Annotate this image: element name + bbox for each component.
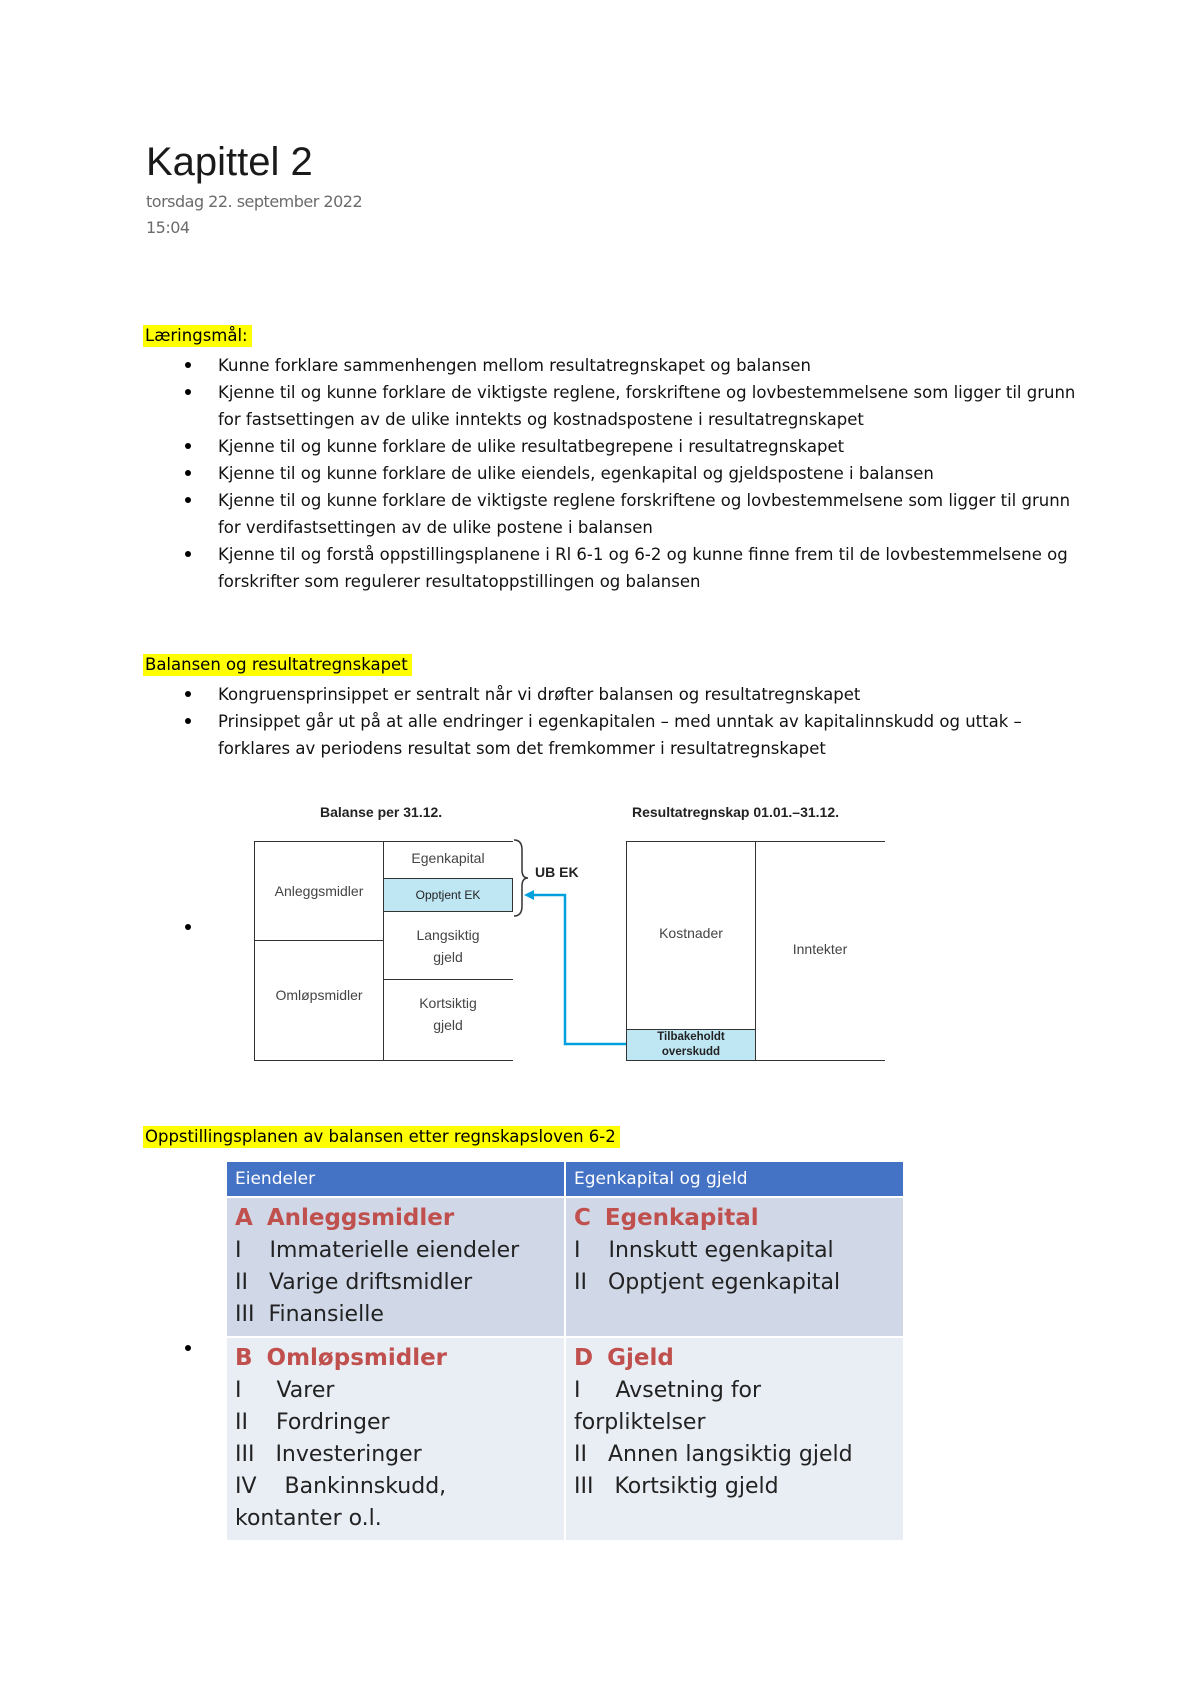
list-item: Kjenne til og forstå oppstillingsplanene i Rl 6-1 og 6-2 og kunne finne frem til de lovbestemmelsene og forskrifter som regulerer resultatoppstillingen og balansen: [185, 541, 1085, 595]
kortsiktig-label-2: gjeld: [433, 1017, 463, 1033]
section-title: Egenkapital: [604, 1205, 759, 1231]
section-letter: B: [235, 1345, 253, 1371]
assets-column: [254, 841, 384, 1061]
table-cell-anleggsmidler: [227, 1198, 564, 1336]
table-header-egenkapital: Egenkapital og gjeld: [566, 1162, 903, 1196]
list-item: Kjenne til og kunne forklare de ulike resultatbegrepene i resultatregnskapet: [185, 433, 1085, 460]
egenkapital-label: Egenkapital: [411, 850, 485, 866]
page-time: 15:04: [146, 218, 190, 237]
section-title: Omløpsmidler: [266, 1345, 448, 1371]
balance-result-diagram: [250, 804, 890, 1070]
section-letter: C: [574, 1205, 591, 1231]
section-letter: A: [235, 1205, 253, 1231]
balansen-list: [185, 681, 1085, 762]
list-item: Prinsippet går ut på at alle endringer i egenkapitalen – med unntak av kapitalinnskudd og uttak – forklares av periodens resultat som det fremkommer i resultatregnskapet: [185, 708, 1085, 762]
ub-ek-label: UB EK: [535, 864, 579, 880]
table-cell-gjeld: [566, 1338, 903, 1540]
kortsiktig-label-1: Kortsiktig: [419, 995, 477, 1011]
balance-caption: Balanse per 31.12.: [320, 804, 443, 820]
table-line: forpliktelser: [574, 1410, 706, 1435]
table-line: I Avsetning for: [574, 1378, 762, 1403]
result-caption: Resultatregnskap 01.01.–31.12.: [632, 804, 840, 820]
list-item: Kjenne til og kunne forklare de ulike eiendels, egenkapital og gjeldspostene i balansen: [185, 460, 1085, 487]
omlopsmidler-label: Omløpsmidler: [275, 987, 363, 1003]
costs-column: [626, 841, 756, 1061]
laeringsmal-list: [185, 352, 1085, 595]
table-line: I Varer: [235, 1378, 335, 1403]
table-header-eiendeler: Eiendeler: [227, 1162, 564, 1196]
heading-oppstillingsplan: Oppstillingsplanen av balansen etter regnskapsloven 6-2: [143, 1126, 620, 1148]
table-line: I Immaterielle eiendeler: [235, 1238, 520, 1263]
divider: [254, 940, 384, 941]
table-line: III Investeringer: [235, 1442, 422, 1467]
heading-balansen: Balansen og resultatregnskapet: [143, 654, 412, 676]
balance-table: [227, 1162, 903, 1540]
inntekter-label: Inntekter: [792, 941, 848, 957]
section-letter: D: [574, 1345, 594, 1371]
langsiktig-label-2: gjeld: [433, 949, 463, 965]
section-title: Anleggsmidler: [266, 1205, 455, 1231]
divider: [383, 979, 513, 980]
table-line: II Annen langsiktig gjeld: [574, 1442, 853, 1467]
list-item: Kjenne til og kunne forklare de viktigste reglene, forskriftene og lovbestemmelsene som ligger til grunn for fastsettingen av de ulike inntekts og kostnadspostene i resultatregnskapet: [185, 379, 1085, 433]
opptjent-ek-label: Opptjent EK: [415, 888, 481, 902]
table-line: I Innskutt egenkapital: [574, 1238, 834, 1263]
table-cell-omlopsmidler: [227, 1338, 564, 1540]
table-line: kontanter o.l.: [235, 1506, 382, 1531]
tilbakeholdt-label-1: Tilbakeholdt: [657, 1031, 725, 1043]
table-line: IV Bankinnskudd,: [235, 1474, 447, 1499]
anleggsmidler-label: Anleggsmidler: [274, 883, 364, 899]
tilbakeholdt-label-2: overskudd: [661, 1046, 721, 1058]
table-cell-egenkapital: [566, 1198, 903, 1336]
arrow-icon: [520, 889, 630, 1049]
list-item: Kjenne til og kunne forklare de viktigste reglene forskriftene og lovbestemmelsene som ligger til grunn for verdifastsettingen av de ulike postene i balansen: [185, 487, 1085, 541]
table-line: II Varige driftsmidler: [235, 1270, 473, 1295]
kostnader-label: Kostnader: [659, 925, 723, 941]
bullet-marker: [185, 924, 191, 930]
table-line: II Fordringer: [235, 1410, 390, 1435]
table-line: II Opptjent egenkapital: [574, 1270, 841, 1295]
page-title: Kapittel 2: [146, 140, 313, 184]
list-item: Kunne forklare sammenhengen mellom resultatregnskapet og balansen: [185, 352, 1085, 379]
langsiktig-label-1: Langsiktig: [416, 927, 480, 943]
heading-laeringsmal: Læringsmål:: [143, 325, 252, 347]
bullet-marker: [185, 1345, 191, 1351]
list-item: Kongruensprinsippet er sentralt når vi drøfter balansen og resultatregnskapet: [185, 681, 1085, 708]
table-line: III Kortsiktig gjeld: [574, 1474, 779, 1499]
table-line: III Finansielle: [235, 1302, 384, 1327]
page-date: torsdag 22. september 2022: [146, 192, 363, 211]
section-title: Gjeld: [607, 1345, 674, 1371]
